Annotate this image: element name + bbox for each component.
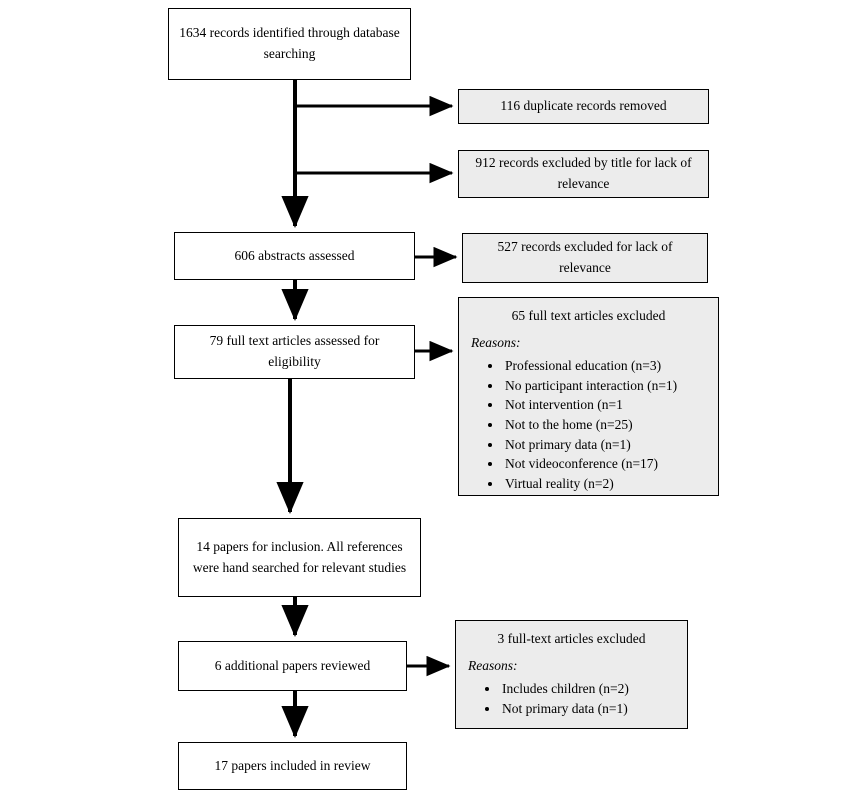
node-fulltext-excluded-65-reasons (469, 356, 708, 494)
node-fulltext-excluded-3-title: 3 full-text articles excluded (497, 631, 646, 646)
node-fulltext-assessed-label: 79 full text articles assessed for eligibility (209, 333, 380, 369)
node-papers-for-inclusion (178, 518, 421, 597)
list-item: • Not primary data (n=1) (503, 435, 708, 455)
node-fulltext-excluded-3-reasons-label: Reasons: (468, 657, 518, 673)
node-excluded-lack-relevance (462, 233, 708, 283)
node-papers-for-inclusion-label: 14 papers for inclusion. All references were hand searched for relevant studies (192, 538, 407, 575)
list-item: • Professional education (n=3) (503, 356, 708, 376)
node-fulltext-excluded-65-reasons-label: Reasons: (471, 334, 521, 350)
node-records-identified (168, 8, 411, 80)
node-excluded-lack-relevance-label: 527 records excluded for lack of relevance (497, 239, 673, 275)
node-abstracts-assessed (174, 232, 415, 280)
node-papers-included-label: 17 papers included in review (214, 757, 371, 773)
node-excluded-by-title (458, 150, 709, 198)
list-item: • Not primary data (n=1) (500, 699, 677, 719)
node-additional-papers-reviewed-label: 6 additional papers reviewed (214, 657, 371, 673)
list-item: • Not videoconference (n=17) (503, 454, 708, 474)
node-fulltext-excluded-65-title: 65 full text articles excluded (511, 308, 666, 323)
node-additional-papers-reviewed (178, 641, 407, 691)
list-item: • Virtual reality (n=2) (503, 474, 708, 494)
node-abstracts-assessed-label: 606 abstracts assessed (234, 247, 355, 263)
list-item: • No participant interaction (n=1) (503, 376, 708, 396)
node-excluded-by-title-label: 912 records excluded by title for lack of relevance (475, 155, 692, 191)
node-fulltext-excluded-65 (458, 297, 719, 496)
node-fulltext-assessed (174, 325, 415, 379)
node-records-identified-label: 1634 records identified through database searching (179, 25, 400, 61)
node-papers-included (178, 742, 407, 790)
node-duplicates-removed (458, 89, 709, 124)
list-item: • Includes children (n=2) (500, 679, 677, 699)
list-item: • Not to the home (n=25) (503, 415, 708, 435)
list-item: • Not intervention (n=1 (503, 395, 708, 415)
node-duplicates-removed-label: 116 duplicate records removed (500, 98, 667, 114)
node-fulltext-excluded-3 (455, 620, 688, 729)
node-fulltext-excluded-3-reasons (466, 679, 677, 720)
